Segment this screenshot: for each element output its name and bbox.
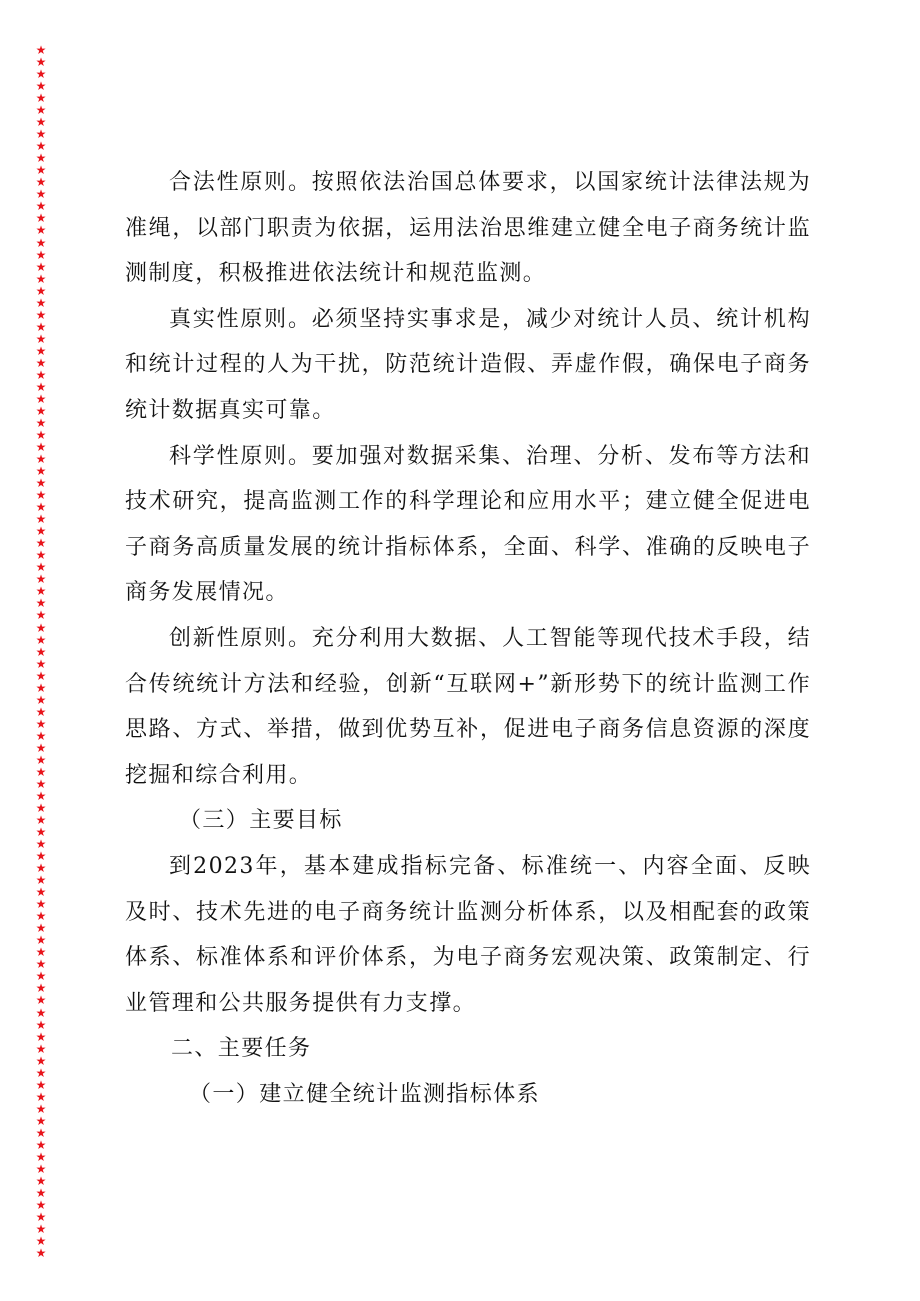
star-icon: ★ <box>35 79 47 94</box>
star-icon: ★ <box>35 572 47 587</box>
heading-main-tasks: 二、主要任务 <box>171 1036 312 1062</box>
star-icon: ★ <box>35 307 47 322</box>
star-icon: ★ <box>35 139 47 154</box>
star-icon: ★ <box>35 596 47 611</box>
star-icon: ★ <box>35 1246 47 1260</box>
star-icon: ★ <box>35 331 47 346</box>
star-icon: ★ <box>35 127 47 142</box>
star-icon: ★ <box>35 620 47 635</box>
star-icon: ★ <box>35 151 47 166</box>
star-icon: ★ <box>35 283 47 298</box>
star-icon: ★ <box>35 825 47 840</box>
star-icon: ★ <box>35 1101 47 1116</box>
star-icon: ★ <box>35 1041 47 1056</box>
star-icon: ★ <box>35 415 47 430</box>
star-icon: ★ <box>35 1173 47 1188</box>
star-icon: ★ <box>35 199 47 214</box>
star-icon: ★ <box>35 379 47 394</box>
star-icon: ★ <box>35 969 47 984</box>
star-icon: ★ <box>35 632 47 647</box>
star-icon: ★ <box>35 91 47 106</box>
star-icon: ★ <box>35 235 47 250</box>
star-icon: ★ <box>35 909 47 924</box>
star-icon: ★ <box>35 163 47 178</box>
star-icon: ★ <box>35 728 47 743</box>
star-icon: ★ <box>35 403 47 418</box>
star-icon: ★ <box>35 716 47 731</box>
star-icon: ★ <box>35 933 47 948</box>
star-icon: ★ <box>35 319 47 334</box>
star-icon: ★ <box>35 343 47 358</box>
star-icon: ★ <box>35 512 47 527</box>
star-icon: ★ <box>35 536 47 551</box>
star-border <box>31 44 51 1260</box>
star-icon: ★ <box>35 897 47 912</box>
star-icon: ★ <box>35 367 47 382</box>
star-icon: ★ <box>35 813 47 827</box>
star-icon: ★ <box>35 1053 47 1068</box>
star-icon: ★ <box>35 800 47 815</box>
star-icon: ★ <box>35 1137 47 1152</box>
star-icon: ★ <box>35 1077 47 1092</box>
star-icon: ★ <box>35 271 47 286</box>
star-icon: ★ <box>35 981 47 996</box>
star-icon: ★ <box>35 1210 47 1225</box>
star-icon: ★ <box>35 1113 47 1128</box>
paragraph-scientific-principle: 科学性原则。要加强对数据采集、治理、分析、发布等方法和技术研究，提高监测工作的科学理论和应用水平；建立健全促进电子商务高质量发展的统计指标体系，全面、科学、准确的反映电子商务发展情况。 <box>125 443 811 606</box>
star-icon: ★ <box>35 488 47 503</box>
star-icon: ★ <box>35 680 47 695</box>
heading-task-1: （一）建立健全统计监测指标体系 <box>189 1081 541 1107</box>
star-icon: ★ <box>35 993 47 1008</box>
paragraph-main-goals: 到2023年，基本建成指标完备、标准统一、内容全面、反映及时、技术先进的电子商务统计监测分析体系，以及相配套的政策体系、标准体系和评价体系，为电子商务宏观决策、政策制定、行业管理和公共服务提供有力支撑。 <box>125 853 811 1016</box>
star-icon: ★ <box>35 1149 47 1164</box>
star-icon: ★ <box>35 752 47 767</box>
star-icon: ★ <box>35 55 47 70</box>
star-icon: ★ <box>35 452 47 467</box>
star-icon: ★ <box>35 67 47 82</box>
star-icon: ★ <box>35 464 47 479</box>
star-icon: ★ <box>35 1125 47 1140</box>
star-icon: ★ <box>35 524 47 539</box>
star-icon: ★ <box>35 44 47 57</box>
heading-main-goals: （三）主要目标 <box>179 808 343 834</box>
star-icon: ★ <box>35 1029 47 1044</box>
star-icon: ★ <box>35 500 47 515</box>
star-icon: ★ <box>35 1017 47 1032</box>
star-icon: ★ <box>35 957 47 972</box>
star-icon: ★ <box>35 115 47 130</box>
star-icon: ★ <box>35 1198 47 1212</box>
star-icon: ★ <box>35 584 47 599</box>
star-icon: ★ <box>35 873 47 888</box>
star-icon: ★ <box>35 692 47 707</box>
star-icon: ★ <box>35 704 47 719</box>
star-icon: ★ <box>35 247 47 262</box>
paragraph-authenticity-principle: 真实性原则。必须坚持实事求是，减少对统计人员、统计机构和统计过程的人为干扰，防范统计造假、弄虚作假，确保电子商务统计数据真实可靠。 <box>125 306 811 423</box>
star-icon: ★ <box>35 656 47 671</box>
star-icon: ★ <box>35 548 47 563</box>
star-icon: ★ <box>35 1005 47 1020</box>
star-icon: ★ <box>35 644 47 659</box>
star-icon: ★ <box>35 837 47 852</box>
star-icon: ★ <box>35 223 47 238</box>
star-icon: ★ <box>35 259 47 274</box>
paragraph-innovation-principle: 创新性原则。充分利用大数据、人工智能等现代技术手段，结合传统统计方法和经验，创新“互联网+”新形势下的统计监测工作思路、方式、举措，做到优势互补，促进电子商务信息资源的深度挖掘和综合利用。 <box>125 625 811 788</box>
star-icon: ★ <box>35 391 47 406</box>
paragraph-legality-principle: 合法性原则。按照依法治国总体要求，以国家统计法律法规为准绳，以部门职责为依据，运用法治思维建立健全电子商务统计监测制度，积极推进依法统计和规范监测。 <box>125 170 811 287</box>
star-icon: ★ <box>35 740 47 755</box>
star-icon: ★ <box>35 560 47 575</box>
star-icon: ★ <box>35 1089 47 1104</box>
star-icon: ★ <box>35 440 47 455</box>
star-icon: ★ <box>35 211 47 226</box>
star-icon: ★ <box>35 1185 47 1200</box>
star-icon: ★ <box>35 1222 47 1237</box>
star-icon: ★ <box>35 945 47 960</box>
star-icon: ★ <box>35 608 47 623</box>
star-icon: ★ <box>35 764 47 779</box>
star-icon: ★ <box>35 1161 47 1176</box>
star-icon: ★ <box>35 355 47 370</box>
star-icon: ★ <box>35 861 47 876</box>
star-icon: ★ <box>35 428 47 442</box>
star-icon: ★ <box>35 885 47 900</box>
star-icon: ★ <box>35 103 47 118</box>
star-icon: ★ <box>35 668 47 683</box>
star-icon: ★ <box>35 849 47 864</box>
star-icon: ★ <box>35 776 47 791</box>
document-body <box>125 160 811 1117</box>
star-icon: ★ <box>35 921 47 936</box>
star-icon: ★ <box>35 476 47 491</box>
star-icon: ★ <box>35 175 47 190</box>
star-icon: ★ <box>35 1065 47 1080</box>
star-icon: ★ <box>35 1234 47 1249</box>
star-icon: ★ <box>35 788 47 803</box>
star-icon: ★ <box>35 295 47 310</box>
star-icon: ★ <box>35 187 47 202</box>
